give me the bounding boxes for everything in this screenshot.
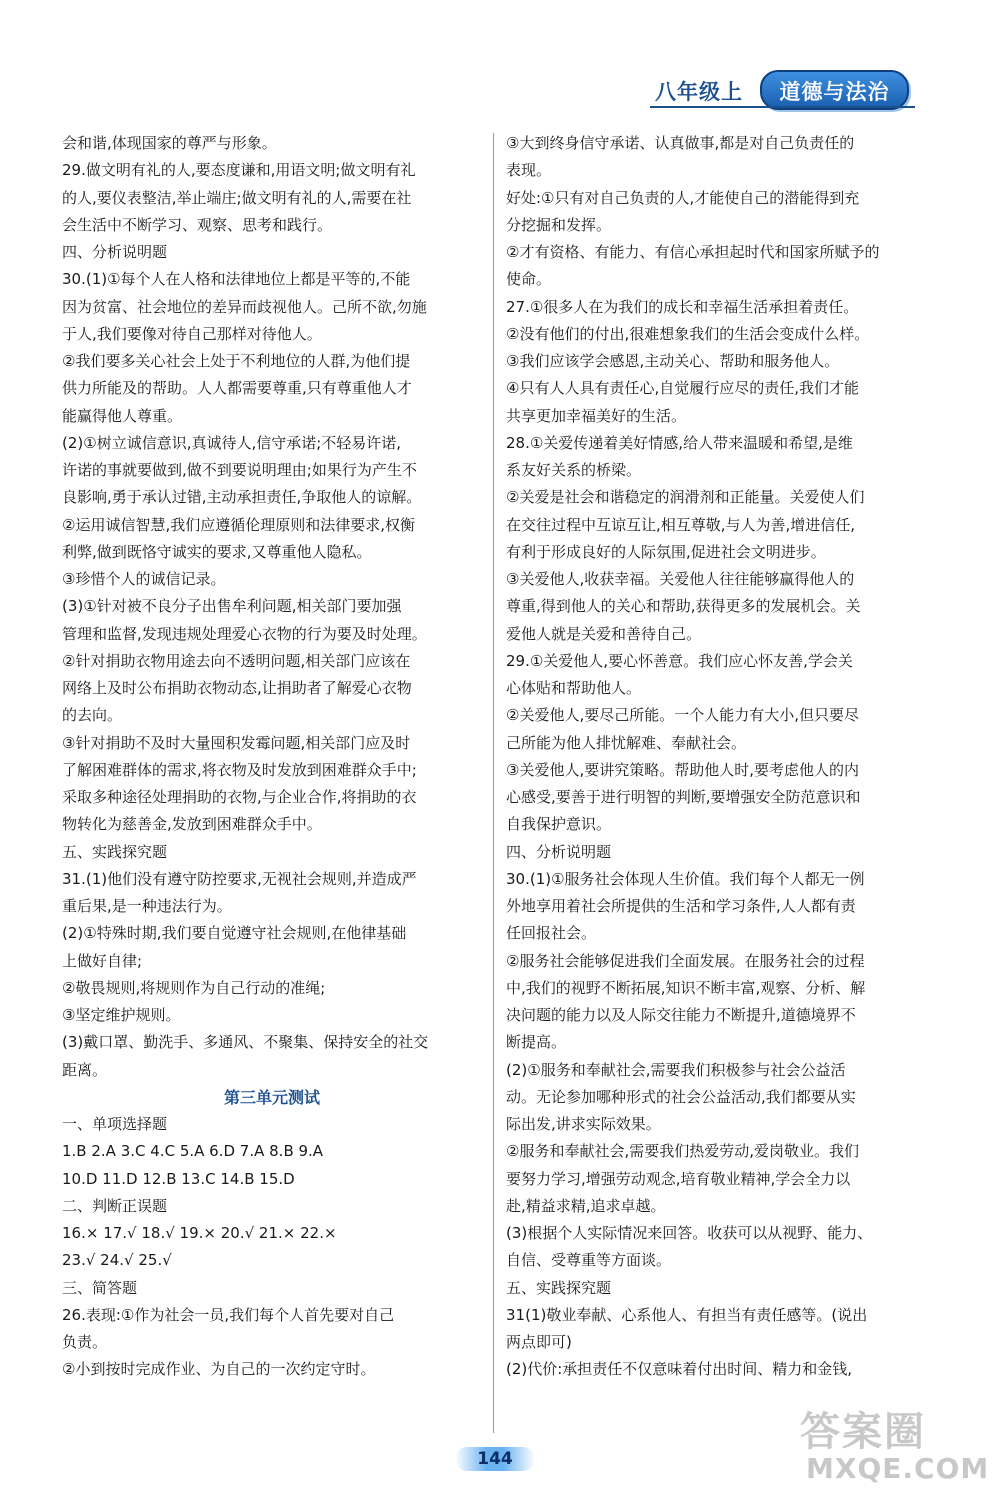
text-line: ②运用诚信智慧,我们应遵循伦理原则和法律要求,权衡 (62, 515, 415, 534)
text-line: 27.①很多人在为我们的成长和幸福生活承担着责任。 (506, 297, 859, 316)
page-header (0, 60, 1000, 130)
text-line: 采取多种途径处理捐助的衣物,与企业合作,将捐助的衣 (62, 788, 417, 806)
text-line: ②小到按时完成作业、为自己的一次约定守时。 (62, 1360, 376, 1379)
text-line: 28.①关爱传递着美好情感,给人带来温暖和希望,是维 (506, 433, 853, 452)
text-line: 利弊,做到既恪守诚实的要求,又尊重他人隐私。 (62, 542, 372, 561)
grade-label: 八年级上 (655, 80, 743, 104)
header-rule (650, 106, 915, 108)
right-column (506, 130, 926, 1384)
column-divider (493, 133, 494, 1433)
text-line: 系友好关系的桥梁。 (506, 461, 642, 479)
text-line: 重后果,是一种违法行为。 (62, 897, 232, 915)
text-line: ③我们应该学会感恩,主动关心、帮助和服务他人。 (506, 352, 840, 370)
text-line: 23.√ 24.√ 25.√ (62, 1251, 172, 1270)
text-line: (3)①针对被不良分子出售牟利问题,相关部门要加强 (62, 597, 402, 616)
text-line: 四、分析说明题 (62, 243, 168, 261)
watermark-domain: MXQE.COM (806, 1452, 990, 1485)
text-line: ③关爱他人,收获幸福。关爱他人往往能够赢得他人的 (506, 570, 855, 588)
text-line: 要努力学习,增强劳动观念,培育敬业精神,学会全力以 (506, 1169, 851, 1188)
text-line: 30.(1)①服务社会体现人生价值。我们每个人都无一例 (506, 869, 865, 888)
text-line: 26.表现:①作为社会一员,我们每个人首先要对自己 (62, 1305, 395, 1324)
text-line: 有利于形成良好的人际氛围,促进社会文明进步。 (506, 542, 826, 561)
text-line: ②关爱是社会和谐稳定的润滑剂和正能量。关爱使人们 (506, 488, 865, 507)
text-line: 会和谐,体现国家的尊严与形象。 (62, 134, 277, 152)
text-line: 负责。 (62, 1333, 108, 1351)
text-line: 三、简答题 (62, 1278, 138, 1297)
text-line: (3)根据个人实际情况来回答。收获可以从视野、能力、 (506, 1224, 873, 1242)
text-line: 的人,要仪表整洁,举止端庄;做文明有礼的人,需要在社 (62, 188, 412, 207)
text-line: ②我们要多关心社会上处于不利地位的人群,为他们提 (62, 352, 411, 370)
text-line: 29.做文明有礼的人,要态度谦和,用语文明;做文明有礼 (62, 161, 416, 180)
text-line: 自信、受尊重等方面谈。 (506, 1251, 672, 1270)
text-line: ③关爱他人,要讲究策略。帮助他人时,要考虑他人的内 (506, 760, 859, 779)
text-line: ④只有人人具有责任心,自觉履行应尽的责任,我们才能 (506, 379, 859, 398)
text-line: 10.D 11.D 12.B 13.C 14.B 15.D (62, 1169, 295, 1188)
text-line: 两点即可) (506, 1333, 572, 1351)
text-line: 31.(1)他们没有遵守防控要求,无视社会规则,并造成严 (62, 869, 417, 888)
text-line: 上做好自律; (62, 951, 143, 970)
text-line: 共享更加幸福美好的生活。 (506, 406, 687, 425)
text-line: ②针对捐助衣物用途去向不透明问题,相关部门应该在 (62, 651, 411, 670)
text-line: 29.①关爱他人,要心怀善意。我们应心怀友善,学会关 (506, 651, 853, 670)
text-line: 1.B 2.A 3.C 4.C 5.A 6.D 7.A 8.B 9.A (62, 1142, 324, 1161)
text-line: 管理和监督,发现违规处理爱心衣物的行为要及时处理。 (62, 624, 427, 643)
text-line: 表现。 (506, 161, 552, 180)
text-line: 五、实践探究题 (62, 842, 168, 861)
text-line: ②服务和奉献社会,需要我们热爱劳动,爱岗敬业。我们 (506, 1142, 859, 1161)
subject-label: 道德与法治 (779, 80, 890, 104)
text-line: 物转化为慈善金,发放到困难群众手中。 (62, 815, 322, 834)
text-line: ③坚定维护规则。 (62, 1006, 181, 1024)
unit-test-title: 第三单元测试 (223, 1087, 320, 1107)
text-line: 许诺的事就要做到,做不到要说明理由;如果行为产生不 (62, 461, 417, 479)
text-line: ②没有他们的付出,很难想象我们的生活会变成什么样。 (506, 324, 870, 343)
text-line: 心体贴和帮助他人。 (506, 679, 642, 697)
text-line: (3)戴口罩、勤洗手、多通风、不聚集、保持安全的社交 (62, 1033, 429, 1052)
text-line: 在交往过程中互谅互让,相互尊敬,与人为善,增进信任, (506, 515, 856, 534)
text-line: 动。无论参加哪种形式的社会公益活动,我们都要从实 (506, 1087, 856, 1106)
text-line: ②关爱他人,要尽己所能。一个人能力有大小,但只要尽 (506, 706, 859, 725)
text-line: ③大到终身信守承诺、认真做事,都是对自己负责任的 (506, 134, 855, 152)
text-line: 好处:①只有对自己负责的人,才能使自己的潜能得到充 (506, 188, 860, 207)
page-number: 144 (477, 1449, 513, 1469)
text-line: (2)①服务和奉献社会,需要我们积极参与社会公益活 (506, 1060, 846, 1079)
text-line: 16.× 17.√ 18.√ 19.× 20.√ 21.× 22.× (62, 1224, 337, 1242)
text-line: (2)①特殊时期,我们要自觉遵守社会规则,在他律基础 (62, 924, 407, 943)
text-line: 爱他人就是关爱和善待自己。 (506, 624, 702, 643)
text-line: 决问题的能力以及人际交往能力不断提升,道德境界不 (506, 1006, 856, 1024)
text-line: ③针对捐助不及时大量囤积发霉问题,相关部门应及时 (62, 733, 411, 752)
text-line: ③珍惜个人的诚信记录。 (62, 570, 226, 588)
text-line: 了解困难群体的需求,将衣物及时发放到困难群众手中; (62, 760, 417, 779)
text-line: 赴,精益求精,追求卓越。 (506, 1196, 666, 1215)
watermark (800, 1400, 995, 1500)
text-line: 分挖掘和发挥。 (506, 215, 612, 234)
watermark-brand: 答案圈 (800, 1409, 926, 1455)
left-column (62, 130, 482, 1384)
text-line: 五、实践探究题 (506, 1278, 612, 1297)
subject-badge (760, 70, 909, 110)
text-line: 会生活中不断学习、观察、思考和践行。 (62, 215, 333, 234)
text-line: 任回报社会。 (506, 924, 597, 943)
text-line: 尊重,得到他人的关心和帮助,获得更多的发展机会。关 (506, 597, 861, 616)
text-line: (2)代价:承担责任不仅意味着付出时间、精力和金钱, (506, 1360, 853, 1379)
text-line: 一、单项选择题 (62, 1115, 168, 1133)
text-line: 网络上及时公布捐助衣物动态,让捐助者了解爱心衣物 (62, 679, 412, 697)
text-line: ②服务社会能够促进我们全面发展。在服务社会的过程 (506, 951, 865, 970)
text-line: 于人,我们要像对待自己那样对待他人。 (62, 324, 322, 343)
text-line: (2)①树立诚信意识,真诚待人,信守承诺;不轻易许诺, (62, 433, 402, 452)
text-line: 使命。 (506, 270, 552, 289)
text-line: 30.(1)①每个人在人格和法律地位上都是平等的,不能 (62, 270, 411, 289)
text-line: ②才有资格、有能力、有信心承担起时代和国家所赋予的 (506, 243, 880, 261)
text-line: 31(1)敬业奉献、心系他人、有担当有责任感等。(说出 (506, 1305, 868, 1324)
text-line: 己所能为他人排忧解难、奉献社会。 (506, 733, 747, 752)
text-line: 际出发,讲求实际效果。 (506, 1115, 661, 1133)
text-line: 供力所能及的帮助。人人都需要尊重,只有尊重他人才 (62, 379, 412, 398)
text-line: 因为贫富、社会地位的差异而歧视他人。己所不欲,勿施 (62, 297, 427, 316)
text-line: 心感受,要善于进行明智的判断,要增强安全防范意识和 (506, 788, 861, 806)
text-line: 外地享用着社会所提供的生活和学习条件,人人都有责 (506, 897, 856, 915)
text-line: 断提高。 (506, 1033, 567, 1052)
text-line: 能赢得他人尊重。 (62, 406, 183, 425)
text-line: 自我保护意识。 (506, 815, 612, 834)
text-line: 距离。 (62, 1060, 108, 1079)
text-line: 良影响,勇于承认过错,主动承担责任,争取他人的谅解。 (62, 488, 422, 507)
text-line: 的去向。 (62, 706, 123, 725)
text-line: 四、分析说明题 (506, 842, 612, 861)
text-line: 二、判断正误题 (62, 1196, 168, 1215)
page-number-badge (455, 1445, 535, 1475)
text-line: ②敬畏规则,将规则作为自己行动的准绳; (62, 978, 326, 997)
text-line: 中,我们的视野不断拓展,知识不断丰富,观察、分析、解 (506, 978, 866, 997)
